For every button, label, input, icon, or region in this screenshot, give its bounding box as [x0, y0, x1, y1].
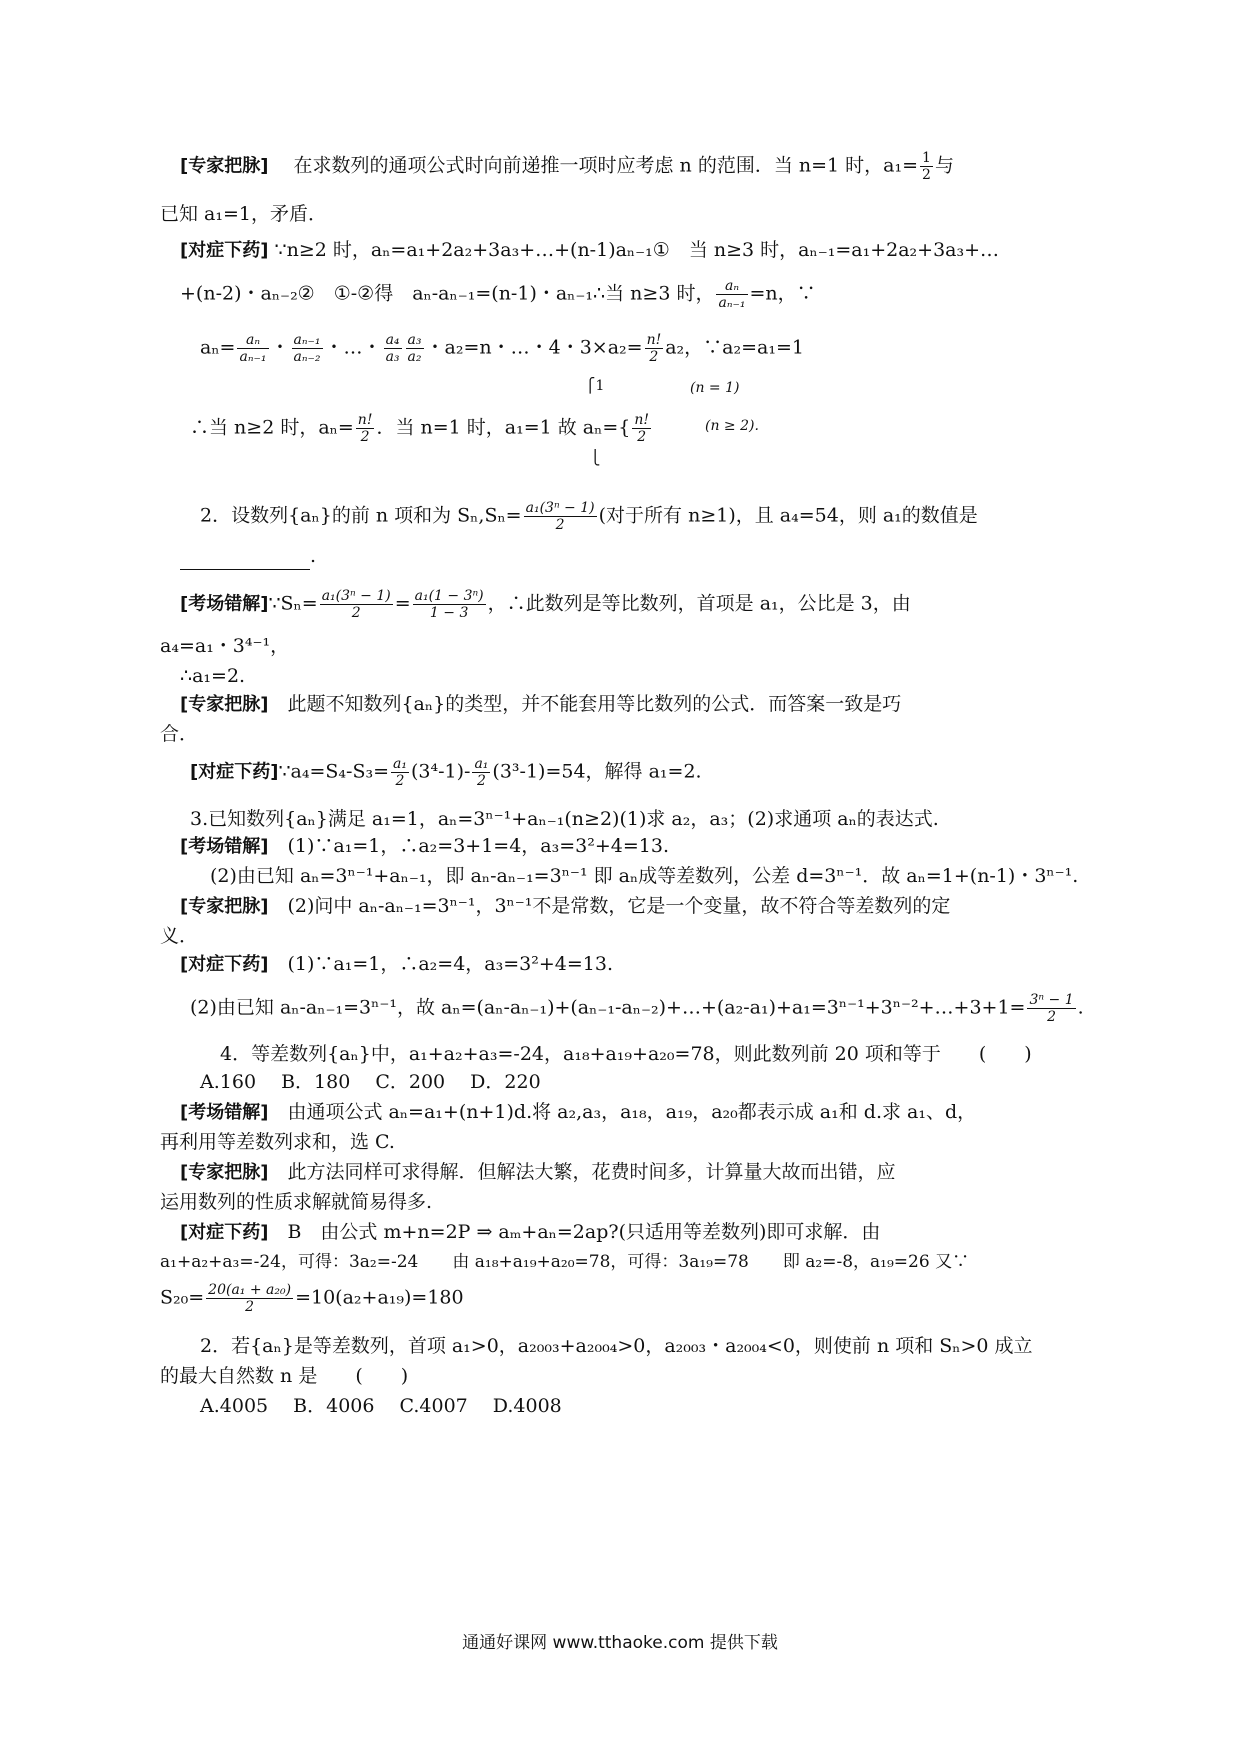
text-line: S₂₀= $\frac{\text{20(a₁ + a₂₀)}}{2}$ =10(a₂+a₁₉)=180 — [160, 1282, 464, 1315]
problem-3: 3.已知数列{aₙ}满足 a₁=1，aₙ=3ⁿ⁻¹+aₙ₋₁(n≥2)(1)求 a₂，a₃；(2)求通项 aₙ的表达式. — [190, 808, 939, 830]
fraction-sn: $\frac{\text{a₁(3ⁿ − 1)}}{2}$ — [321, 588, 391, 621]
text-line: 义． — [160, 925, 199, 947]
problem-4-options: A.160 B．180 C．200 D．220 — [200, 1071, 541, 1093]
text-line: (2)由已知 aₙ-aₙ₋₁=3ⁿ⁻¹，故 aₙ=(aₙ-aₙ₋₁)+(aₙ₋₁-aₙ₋₂)+…+(a₂-a₁)+a₁=3ⁿ⁻¹+3ⁿ⁻²+…+3+1= $\frac{\text{3ⁿ − 1}}{2}$ . — [190, 992, 1084, 1025]
tag-expert: [专家把脉] — [180, 155, 269, 177]
paragraph-remedy-1 — [180, 236, 999, 265]
case-brace-top: ⎧1 — [585, 378, 605, 394]
text-line: aₙ= $\frac{\text{aₙ}}{\text{aₙ₋₁}}$ ・ $\frac{\text{aₙ₋₁}}{\text{aₙ₋₂}}$ ・…・ $\frac{\text{a₄}}{\text{a₃}}$ $\frac{\text{a₃}}{\text{a₂}}$ ・a₂=n・…・4・3×a₂= $\frac{n!}{2}$ a₂，∵a₂=a₁=1 — [200, 332, 804, 365]
fraction-s20: $\frac{\text{20(a₁ + a₂₀)}}{2}$ — [208, 1282, 292, 1315]
tag-mistake: [考场错解] — [180, 1102, 269, 1123]
problem-2: 2．设数列{aₙ}的前 n 项和为 Sₙ,Sₙ= $\frac{\text{a₁(3ⁿ − 1)}}{2}$ (对于所有 n≥1)，且 a₄=54，则 a₁的数值是 — [200, 500, 978, 533]
tag-mistake: [考场错解] — [180, 593, 269, 615]
paragraph-remedy-3: [对症下药] (1)∵a₁=1，∴a₂=4，a₃=3²+4=13. — [180, 953, 614, 975]
fraction: $\frac{\text{aₙ}}{\text{aₙ₋₁}}$ — [239, 332, 267, 365]
case-condition: (n = 1) — [690, 380, 740, 396]
text-line: 运用数列的性质求解就简易得多. — [160, 1191, 433, 1213]
fraction: $\frac{\text{aₙ₋₁}}{\text{aₙ₋₂}}$ — [293, 332, 321, 365]
problem-4: 4．等差数列{aₙ}中，a₁+a₂+a₃=-24，a₁₈+a₁₉+a₂₀=78，则此数列前 20 项和等于 ( ) — [220, 1043, 1032, 1065]
text-line: 已知 a₁=1，矛盾． — [160, 203, 327, 225]
paragraph-remedy-4: [对症下药] B 由公式 m+n=2P ⇒ aₘ+aₙ=2ap?(只适用等差数列)即可求解．由 — [180, 1221, 881, 1243]
paragraph-remedy-2: [对症下药]∵a₄=S₄-S₃= $\frac{\text{a₁}}{2}$ (3⁴-1)- $\frac{\text{a₁}}{2}$ (3³-1)=54，解得 a₁=2. — [190, 756, 702, 789]
fraction-half: $\frac{1}{2}$ — [922, 150, 931, 183]
problem-5: 2．若{aₙ}是等差数列，首项 a₁>0，a₂₀₀₃+a₂₀₀₄>0，a₂₀₀₃・a₂₀₀₄<0，则使前 n 项和 Sₙ>0 成立 — [200, 1335, 1033, 1357]
tag-remedy: [对症下药] — [190, 761, 279, 783]
text-line: 合． — [160, 723, 199, 745]
tag-expert: [专家把脉] — [180, 694, 269, 715]
tag-mistake: [考场错解] — [180, 836, 269, 857]
fraction-r3: $\frac{\text{3ⁿ − 1}}{2}$ — [1029, 992, 1074, 1025]
text-line: (2)由已知 aₙ=3ⁿ⁻¹+aₙ₋₁，即 aₙ-aₙ₋₁=3ⁿ⁻¹ 即 aₙ成等差数列，公差 d=3ⁿ⁻¹．故 aₙ=1+(n-1)・3ⁿ⁻¹. — [210, 865, 1079, 887]
fraction-sn: $\frac{\text{a₁(3ⁿ − 1)}}{2}$ — [525, 500, 595, 533]
text-line: 的最大自然数 n 是 ( ) — [160, 1365, 409, 1387]
tag-remedy: [对症下药] — [180, 1222, 269, 1243]
text-line: 再利用等差数列求和，选 C. — [160, 1131, 395, 1153]
tag-expert: [专家把脉] — [180, 896, 269, 917]
answer-blank: . — [180, 542, 316, 570]
fraction-an-an1: $\frac{\text{aₙ}}{\text{aₙ₋₁}}$ — [718, 278, 746, 311]
paragraph-expert-3: [专家把脉] (2)问中 aₙ-aₙ₋₁=3ⁿ⁻¹，3ⁿ⁻¹不是常数，它是一个变量，故不符合等差数列的定 — [180, 895, 951, 917]
tag-expert: [专家把脉] — [180, 1162, 269, 1183]
fraction: $\frac{\text{a₃}}{\text{a₂}}$ — [407, 332, 422, 365]
text-line: a₁+a₂+a₃=-24，可得：3a₂=-24 由 a₁₈+a₁₉+a₂₀=78，可得：3a₁₉=78 即 a₂=-8，a₁₉=26 又∵ — [160, 1252, 970, 1272]
tag-remedy: [对症下药] — [180, 240, 269, 261]
fraction-a1-2: $\frac{\text{a₁}}{2}$ — [393, 756, 407, 789]
fraction-sn2: $\frac{\text{a₁(1 − 3ⁿ)}}{1 - 3}$ — [414, 588, 484, 621]
fraction-nfact: $\frac{n!}{2}$ — [634, 412, 650, 445]
text: ∵n≥2 时，aₙ=a₁+2a₂+3a₃+…+(n-1)aₙ₋₁① 当 n≥3 时，aₙ₋₁=a₁+2a₂+3a₃+… — [274, 239, 1000, 261]
fraction-a1-2: $\frac{\text{a₁}}{2}$ — [474, 756, 489, 789]
text-line: a₄=a₁・3⁴⁻¹， — [160, 635, 290, 657]
paragraph-mistake-3: [考场错解] 由通项公式 aₙ=a₁+(n+1)d.将 a₂,a₃，a₁₈，a₁₉，a₂₀都表示成 a₁和 d.求 a₁、d， — [180, 1101, 977, 1123]
case-condition: (n ≥ 2). — [705, 418, 759, 434]
text-line: ∴当 n≥2 时，aₙ= $\frac{n!}{2}$ ．当 n=1 时，a₁=1 故 aₙ={ $\frac{n!}{2}$ — [190, 412, 650, 445]
paragraph-mistake-2: [考场错解] (1)∵a₁=1，∴a₂=3+1=4，a₃=3²+4=13. — [180, 835, 670, 857]
paragraph-expert-4: [专家把脉] 此方法同样可求得解．但解法大繁，花费时间多，计算量大故而出错，应 — [180, 1161, 896, 1183]
paragraph-expert-2: [专家把脉] 此题不知数列{aₙ}的类型，并不能套用等比数列的公式．而答案一致是巧 — [180, 693, 902, 715]
text: 与 — [934, 154, 954, 177]
case-brace-bottom: ⎩ — [590, 450, 601, 466]
problem-5-options: A.4005 B．4006 C.4007 D.4008 — [200, 1395, 562, 1417]
fraction-nfact: $\frac{n!}{2}$ — [357, 412, 373, 445]
text-line: ∴a₁=2. — [180, 665, 246, 687]
paragraph-expert-1 — [180, 150, 954, 183]
text: 在求数列的通项公式时向前递推一项时应考虑 n 的范围．当 n=1 时，a₁= — [293, 154, 919, 177]
page-footer: 通通好课网 www.tthaoke.com 提供下载 — [462, 1633, 778, 1653]
fraction-nfact: $\frac{n!}{2}$ — [646, 332, 662, 365]
tag-remedy: [对症下药] — [180, 954, 269, 975]
text-line: +(n-2)・aₙ₋₂② ①-②得 aₙ-aₙ₋₁=(n-1)・aₙ₋₁∴当 n≥3 时， $\frac{\text{aₙ}}{\text{aₙ₋₁}}$ =n，∵ — [180, 278, 816, 311]
fraction: $\frac{\text{a₄}}{\text{a₃}}$ — [385, 332, 400, 365]
paragraph-mistake-1: [考场错解]∵Sₙ= $\frac{\text{a₁(3ⁿ − 1)}}{2}$ = $\frac{\text{a₁(1 − 3ⁿ)}}{1 - 3}$ ，∴此数列是等比数列，首项是 a₁，公比是 3，由 — [180, 588, 911, 621]
